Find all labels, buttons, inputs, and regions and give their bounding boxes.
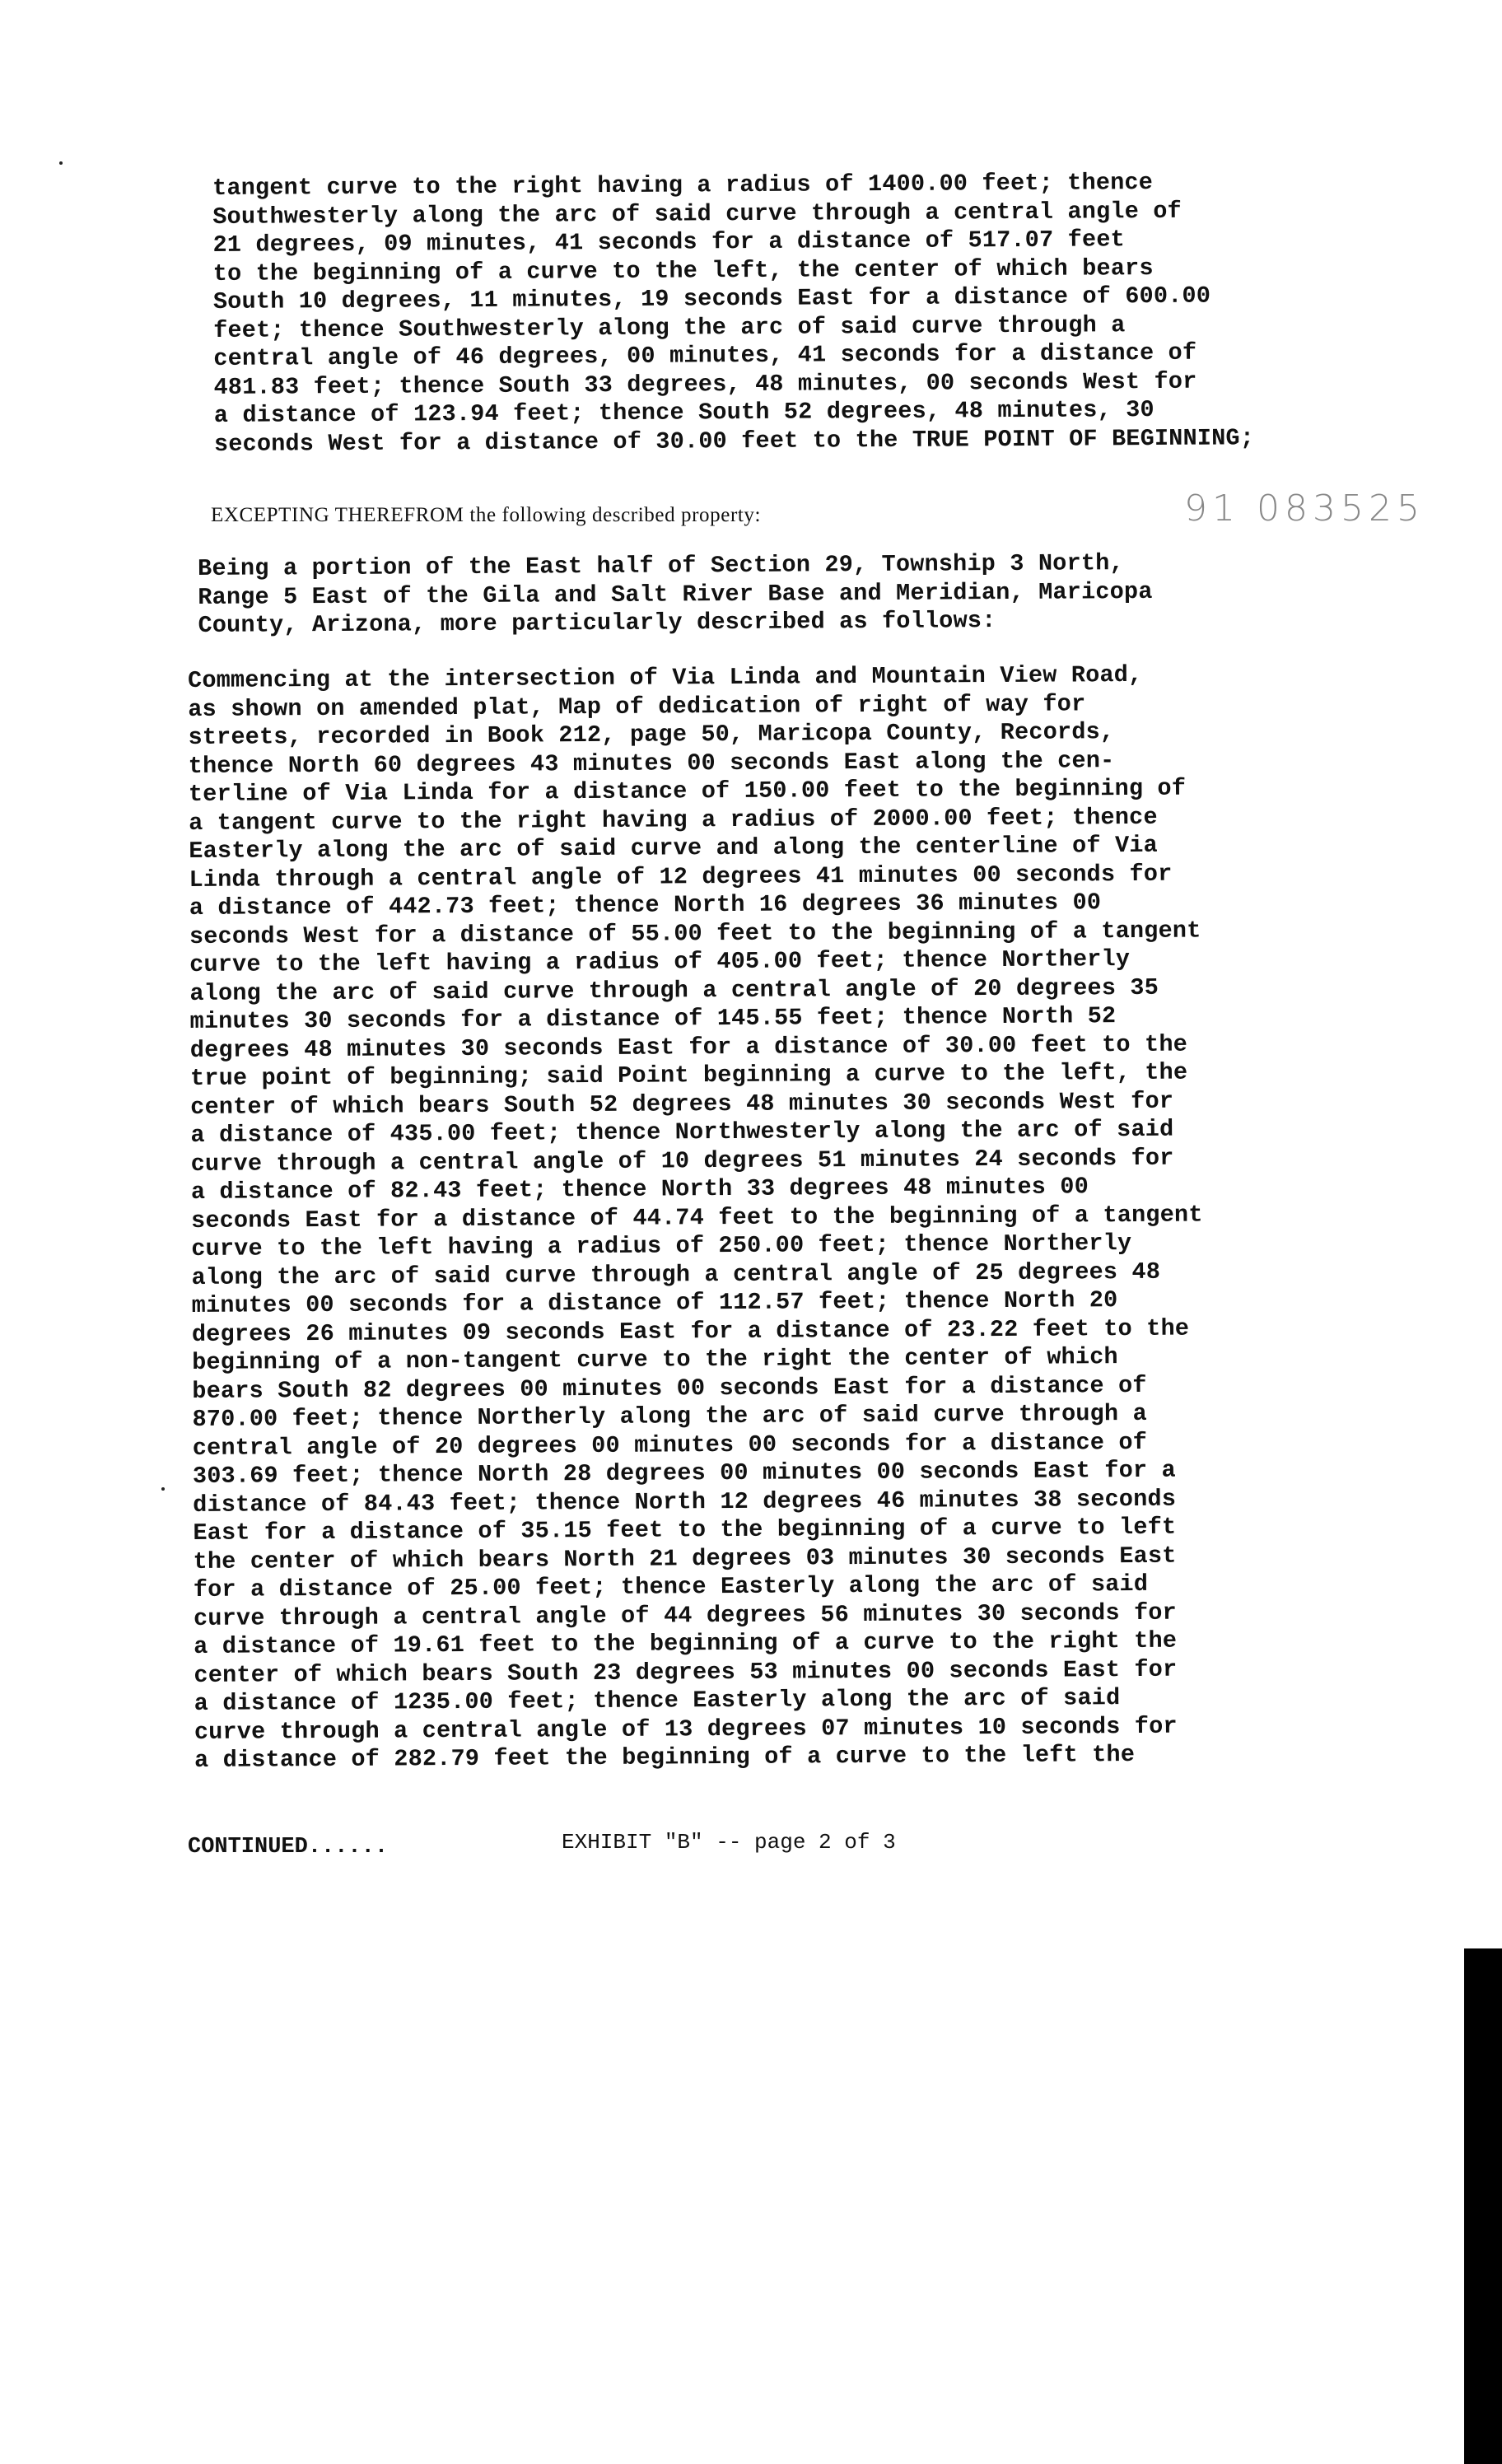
excepting-heading: EXCEPTING THEREFROM the following described property: [211, 504, 762, 526]
legal-description-paragraph-3: Commencing at the intersection of Via Linda and Mountain View Road, as shown on amended plat, Map of dedication of right of way for streets, recorded in Book 212, page 50, Maricopa County, Records, thence North 60 degrees 43 minutes 00 seconds East along the cen- terline of Via Linda for a distance of 150.00 feet to the beginning of a tangent curve to the right having a radius of 2000.00 feet; thence Easterly along the arc of said curve and along the centerline of Via Linda through a central angle of 12 degrees 41 minutes 00 seconds for a distance of 442.73 feet; thence North 16 degrees 36 minutes 00 seconds West for a distance of 55.00 feet to the beginning of a tangent curve to the left having a radius of 405.00 feet; thence Northerly along the arc of said curve through a central angle of 20 degrees 35 minutes 30 seconds for a distance of 145.55 feet; thence North 52 degrees 48 minutes 30 seconds East for a distance of 30.00 feet to the true point of beginning; said Point beginning a curve to the left, the center of which bears South 52 degrees 48 minutes 30 seconds West for a distance of 435.00 feet; thence Northwesterly along the arc of said curve through a central angle of 10 degrees 51 minutes 24 seconds for a distance of 82.43 feet; thence North 33 degrees 48 minutes 00 seconds East for a distance of 44.74 feet to the beginning of a tangent curve to the left having a radius of 250.00 feet; thence Northerly along the arc of said curve through a central angle of 25 degrees 48 minutes 00 seconds for a distance of 112.57 feet; thence North 20 degrees 26 minutes 09 seconds East for a distance of 23.22 feet to the beginning of a non-tangent curve to the right the center of which bears South 82 degrees 00 minutes 00 seconds East for a distance of 870.00 feet; thence Northerly along the arc of said curve through a central angle of 20 degrees 00 minutes 00 seconds for a distance of 303.69 feet; thence North 28 degrees 00 minutes 00 seconds East for a distance of 84.43 feet; thence North 12 degrees 46 minutes 38 seconds East for a distance of 35.15 feet to the beginning of a curve to left the center of which bears North 21 degrees 03 minutes 30 seconds East for a distance of 25.00 feet; thence Easterly along the arc of said curve through a central angle of 44 degrees 56 minutes 30 seconds for a distance of 19.61 feet to the beginning of a curve to the right the center of which bears South 23 degrees 53 minutes 00 seconds East for a distance of 1235.00 feet; thence Easterly along the arc of said curve through a central angle of 13 degrees 07 minutes 10 seconds for a distance of 282.79 feet the beginning of a curve to the left the [188, 660, 1203, 1774]
exhibit-page-footer: EXHIBIT "B" -- page 2 of 3 [562, 1830, 896, 1855]
legal-description-paragraph-2: Being a portion of the East half of Section 29, Township 3 North, Range 5 East of the Gila and Salt River Base and Meridian, Maricopa County, Arizona, more particularly described as follows: [198, 549, 1153, 639]
scan-speck [59, 161, 63, 165]
scan-speck [161, 1487, 165, 1491]
continued-footer: CONTINUED...... [188, 1835, 389, 1860]
scan-edge-shadow [1464, 1948, 1502, 2464]
legal-description-paragraph-1: tangent curve to the right having a radius of 1400.00 feet; thence Southwesterly along the arc of said curve through a central angle of 21 degrees, 09 minutes, 41 seconds for a distance of 517.07 feet to the beginning of a curve to the left, the center of which bears South 10 degrees, 11 minutes, 19 seconds East for a distance of 600.00 feet; thence Southwesterly along the arc of said curve through a central angle of 46 degrees, 00 minutes, 41 seconds for a distance of 481.83 feet; thence South 33 degrees, 48 minutes, 00 seconds West for a distance of 123.94 feet; thence South 52 degrees, 48 minutes, 30 seconds West for a distance of 30.00 feet to the TRUE POINT OF BEGINNING; [212, 169, 1255, 458]
recording-stamp-number: 91 083525 [1184, 488, 1425, 530]
